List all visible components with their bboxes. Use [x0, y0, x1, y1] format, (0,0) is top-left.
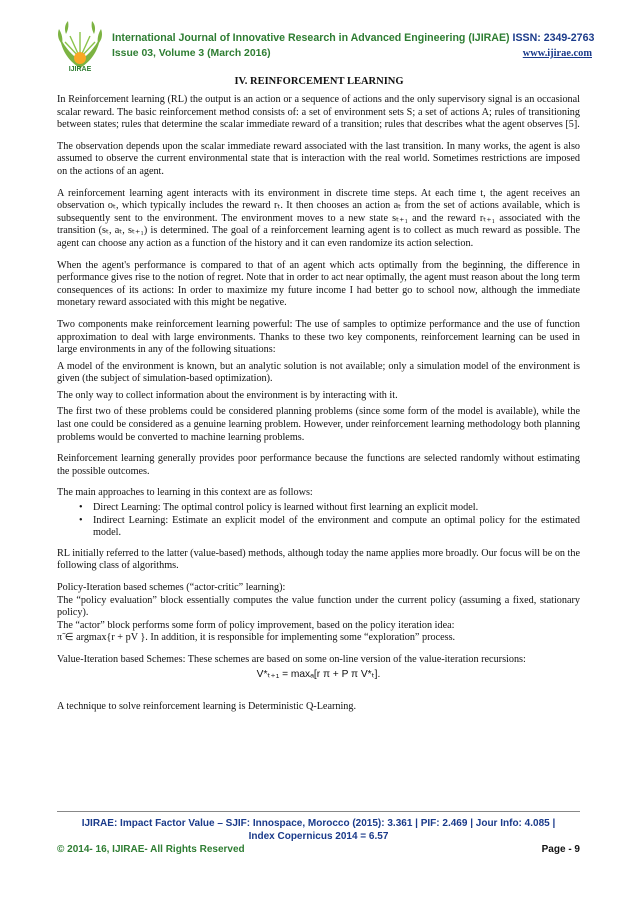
paragraph: A model of the environment is known, but an analytic solution is not available; only a simulation model of the environment is given (the subject of simulation-based optimization). — [57, 360, 580, 385]
list-item-text: Direct Learning: The optimal control policy is learned without first learning an explicit model. — [93, 502, 479, 514]
footer-bottom — [57, 844, 580, 858]
footer-impact-factors — [57, 817, 580, 843]
paragraph-line: Policy-Iteration based schemes (“actor-critic” learning): — [57, 582, 286, 593]
value-iteration-equation: V*ₜ₊₁ = maxₐ[r π + P π V*ₜ]. — [256, 668, 381, 680]
footer-divider — [57, 811, 580, 812]
paragraph — [57, 582, 580, 645]
bullet-icon: • — [79, 502, 83, 514]
paragraph: RL initially referred to the latter (value-based) methods, although today the name applies more broadly. Our focus will be on the following class of algorithms. — [57, 547, 580, 572]
ijirae-logo — [52, 18, 108, 74]
journal-issue: Issue 03, Volume 3 (March 2016) — [112, 48, 271, 59]
paragraph: The first two of these problems could be considered planning problems (since some form of the model is available), while the last one could be considered as a genuine learning problem. However, under reinforcement learning methodology both planning problems would be converted to machine learning problems. — [57, 406, 580, 443]
journal-header — [52, 18, 595, 74]
article-body — [57, 94, 580, 723]
paragraph: Two components make reinforcement learning powerful: The use of samples to optimize performance and the use of function approximation to deal with large environments. Thanks to these two key components, reinforcement learning can be used in large environments in any of the following situations: — [57, 318, 580, 356]
impact-line: IJIRAE: Impact Factor Value – SJIF: Innospace, Morocco (2015): 3.361 | PIF: 2.469 | Jour Info: 4.085 | — [81, 818, 556, 829]
paragraph: A reinforcement learning agent interacts with its environment in discrete time steps. At each time t, the agent receives an observation oₜ, which typically includes the reward rₜ. It then chooses an action aₜ from the set of actions available, which is subsequently sent to the environment. The environment moves to a new state sₜ₊₁ and the reward rₜ₊₁ associated with the transition (sₜ, aₜ, sₜ₊₁) is determined. The goal of a reinforcement learning agent is to collect as much reward as possible. The agent can choose any action as a function of the history and it can even randomize its action selection. — [57, 187, 580, 249]
copyright: © 2014- 16, IJIRAE- All Rights Reserved — [57, 844, 245, 855]
journal-issue-line — [112, 48, 592, 59]
bullet-icon: • — [79, 514, 83, 526]
paragraph: A technique to solve reinforcement learning is Deterministic Q-Learning. — [57, 701, 357, 713]
journal-title-line — [112, 32, 594, 44]
approaches-list — [57, 502, 580, 540]
paragraph: In Reinforcement learning (RL) the output is an action or a sequence of actions and the only supervisory signal is an occasional scalar reward. The basic reinforcement method consists of: a set of environment sets S; a set of actions A; rules of transitioning between states; rules that determine the scalar immediate reward of a transition; rules that describes what the agent observes [5]. — [57, 94, 580, 131]
paragraph: The only way to collect information about the environment is by interacting with it. — [57, 389, 398, 401]
paragraph: The observation depends upon the scalar immediate reward associated with the last transition. In many works, the agent is also assumed to observe the current environmental state that is interaction with the real world. Sometimes restrictions are imposed on the actions of an agent. — [57, 140, 580, 177]
logo-text: IJIRAE — [68, 66, 92, 73]
paragraph: The main approaches to learning in this context are as follows: — [57, 487, 313, 499]
paragraph: Reinforcement learning generally provides poor performance because the functions are selected randomly without estimating the possible outcomes. — [57, 453, 580, 477]
section-heading: IV. REINFORCEMENT LEARNING — [234, 76, 404, 87]
journal-url-link[interactable]: www.ijirae.com — [522, 48, 592, 59]
issn: ISSN: 2349-2763 — [512, 32, 595, 44]
journal-title: International Journal of Innovative Research in Advanced Engineering (IJIRAE) — [112, 32, 510, 44]
paragraph-line: The “actor” block performs some form of policy improvement, based on the policy iteration idea: — [57, 619, 455, 631]
list-item-text: Indirect Learning: Estimate an explicit model of the environment and compute an optimal policy for the estimated model. — [93, 514, 580, 539]
paragraph-line: π̃ ∈ argmax{r + pV }. In addition, it is responsible for implementing some “exploration” process. — [57, 632, 456, 644]
page-number: Page - 9 — [541, 844, 580, 855]
impact-line: Index Copernicus 2014 = 6.57 — [248, 831, 389, 842]
list-item — [79, 514, 580, 540]
paragraph-line: The “policy evaluation” block essentially computes the value function under the current policy (assuming a fixed, stationary policy). — [57, 594, 580, 619]
list-item — [79, 502, 580, 515]
paragraph: Value-Iteration based Schemes: These schemes are based on some on-line version of the value-iteration recursions: — [57, 653, 526, 665]
paragraph: When the agent's performance is compared to that of an agent which acts optimally from the beginning, the difference in performance gives rise to the notion of regret. Note that in order to act near optimally, the agent must reason about the long term consequences of its actions: In order to maximize my future income I had better go to school now, although the immediate monetary reward associated with this might be negative. — [57, 259, 580, 309]
